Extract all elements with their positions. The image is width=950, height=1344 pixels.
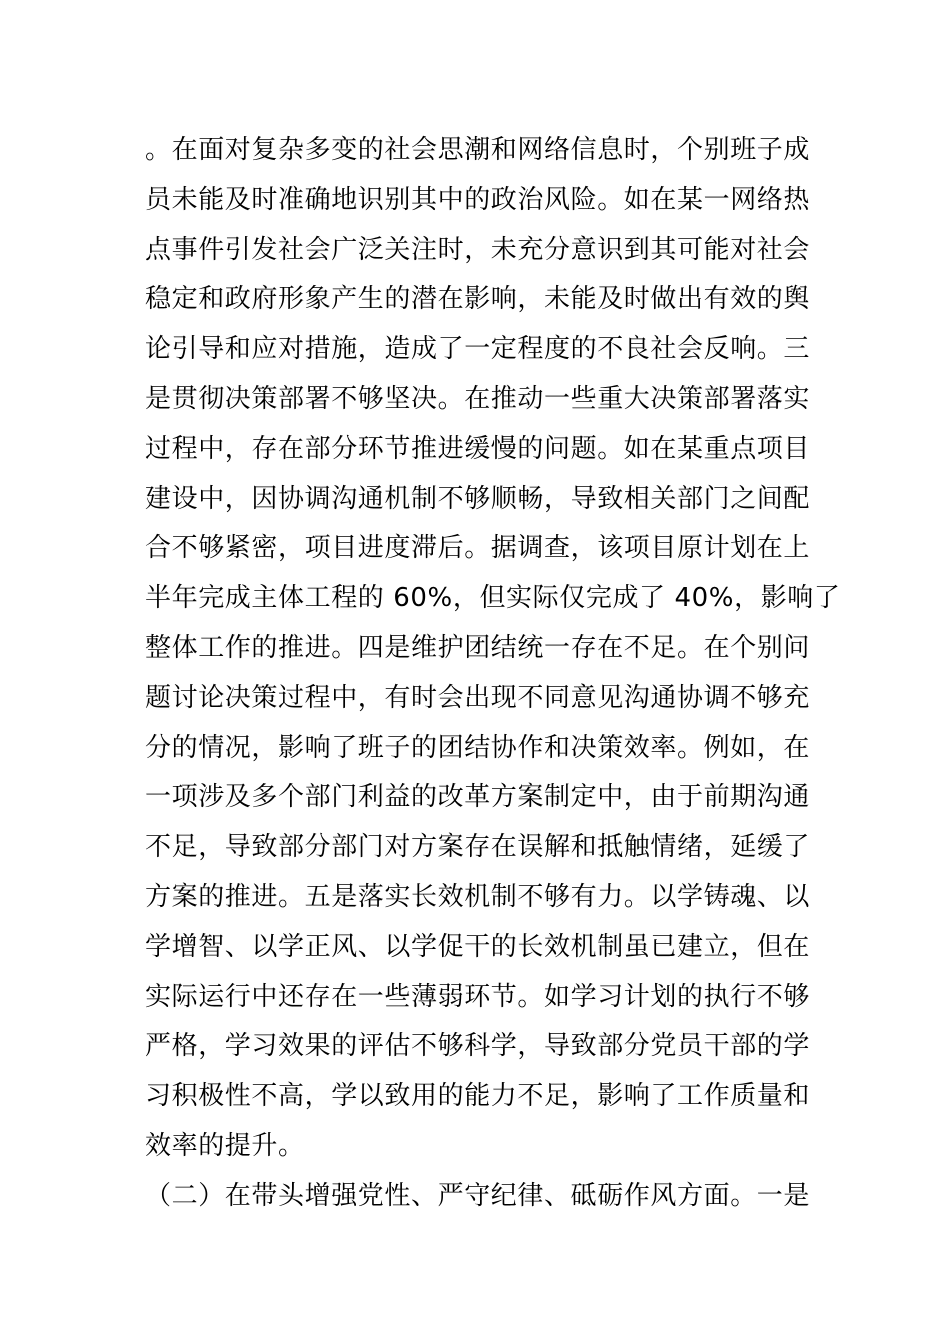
text-line-12: 题讨论决策过程中，有时会出现不同意见沟通协调不够充 bbox=[145, 682, 811, 713]
text-line-19: 严格，学习效果的评估不够科学，导致部分党员干部的学 bbox=[145, 1031, 811, 1062]
text-line-13: 分的情况，影响了班子的团结协作和决策效率。例如，在 bbox=[145, 732, 811, 763]
text-line-20: 习积极性不高，学以致用的能力不足，影响了工作质量和 bbox=[145, 1081, 811, 1112]
text-line-16: 方案的推进。五是落实长效机制不够有力。以学铸魂、以 bbox=[145, 881, 811, 912]
body-text bbox=[145, 126, 841, 1222]
text-line-21: 效率的提升。 bbox=[145, 1130, 305, 1161]
text-line-2: 员未能及时准确地识别其中的政治风险。如在某一网络热 bbox=[145, 184, 811, 215]
text-line-18: 实际运行中还存在一些薄弱环节。如学习计划的执行不够 bbox=[145, 981, 811, 1012]
section-heading-line: （二）在带头增强党性、严守纪律、砥砺作风方面。一是 bbox=[145, 1180, 811, 1211]
text-line-15: 不足，导致部分部门对方案存在误解和抵触情绪，延缓了 bbox=[145, 832, 811, 863]
text-line-14: 一项涉及多个部门利益的改革方案制定中，由于前期沟通 bbox=[145, 782, 811, 813]
text-line-6: 是贯彻决策部署不够坚决。在推动一些重大决策部署落实 bbox=[145, 383, 811, 414]
text-line-9: 合不够紧密，项目进度滞后。据调查，该项目原计划在上 bbox=[145, 533, 811, 564]
text-line-5: 论引导和应对措施，造成了一定程度的不良社会反响。三 bbox=[145, 334, 811, 365]
text-line-1: 。在面对复杂多变的社会思潮和网络信息时，个别班子成 bbox=[145, 135, 811, 165]
text-line-17: 学增智、以学正风、以学促干的长效机制虽已建立，但在 bbox=[145, 931, 811, 962]
text-line-11: 整体工作的推进。四是维护团结统一存在不足。在个别问 bbox=[145, 632, 811, 663]
text-line-4: 稳定和政府形象产生的潜在影响，未能及时做出有效的舆 bbox=[145, 284, 811, 315]
text-line-7: 过程中，存在部分环节推进缓慢的问题。如在某重点项目 bbox=[145, 433, 811, 464]
text-line-10: 半年完成主体工程的 60%，但实际仅完成了 40%，影响了 bbox=[145, 583, 841, 614]
text-line-3: 点事件引发社会广泛关注时，未充分意识到其可能对社会 bbox=[145, 234, 811, 265]
text-line-8: 建设中，因协调沟通机制不够顺畅，导致相关部门之间配 bbox=[145, 483, 811, 514]
